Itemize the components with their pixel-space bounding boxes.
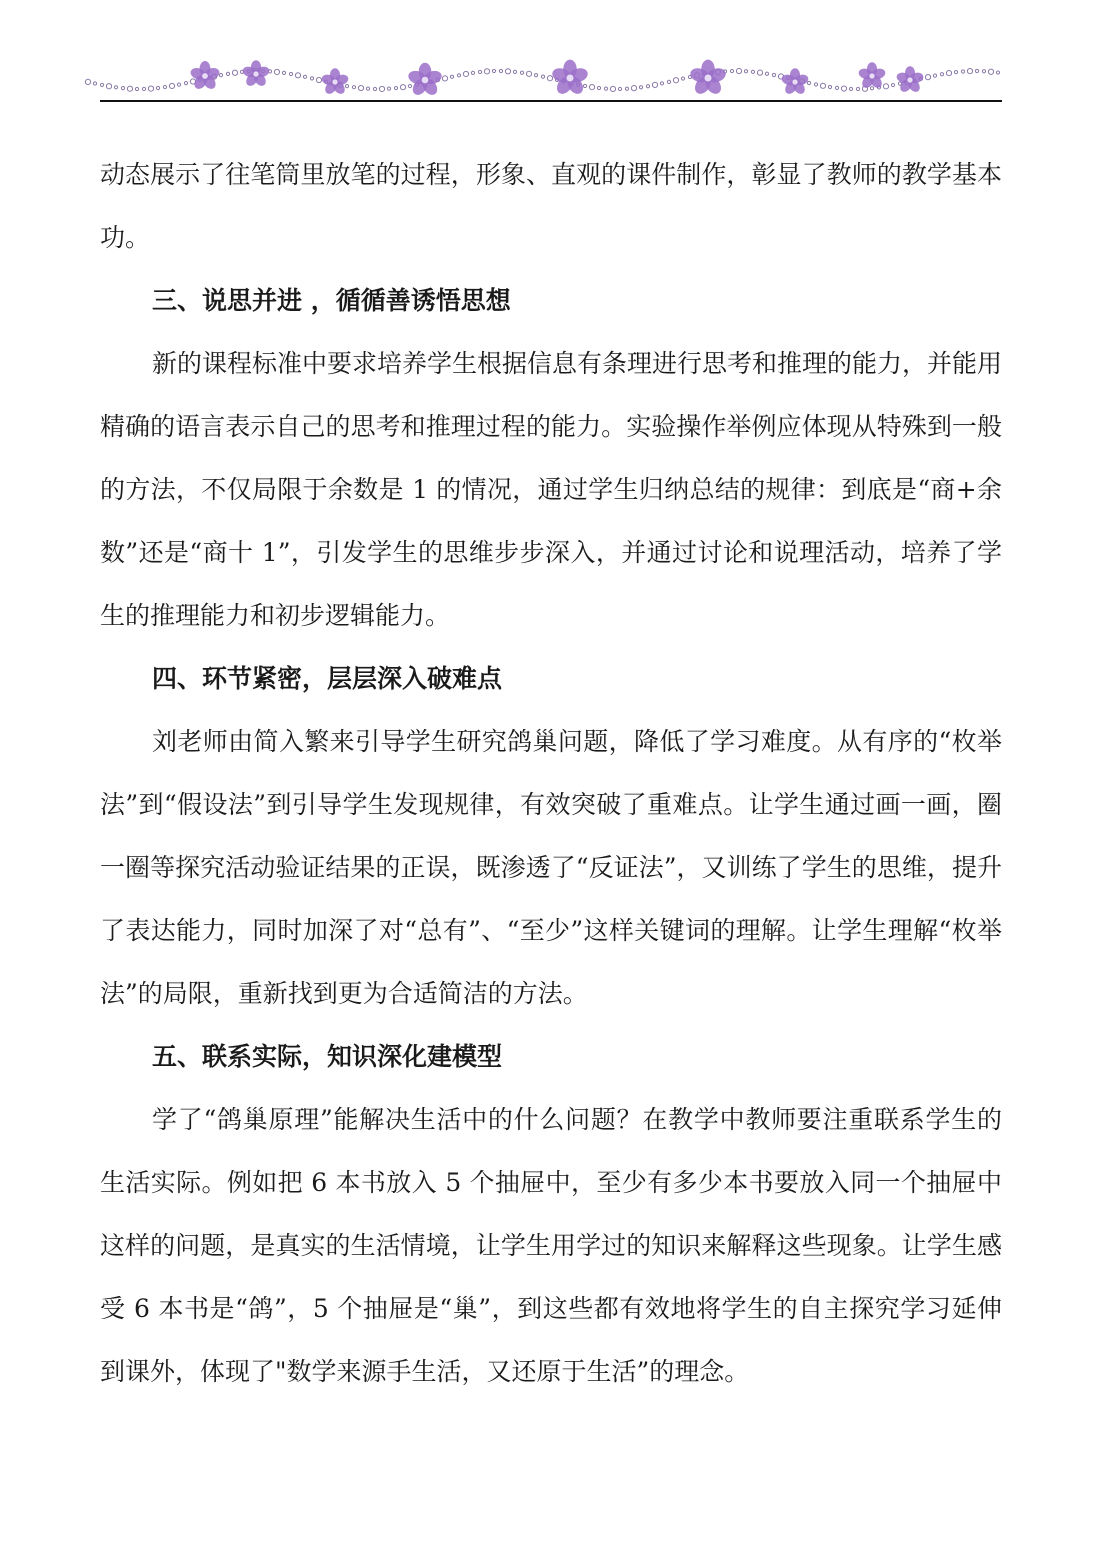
border-dot xyxy=(366,87,369,90)
border-dot xyxy=(589,84,594,89)
border-dot xyxy=(226,72,229,75)
border-dot xyxy=(219,74,222,77)
border-dot xyxy=(148,86,153,91)
border-dot xyxy=(520,71,523,74)
border-dot xyxy=(639,86,642,89)
border-dot xyxy=(100,83,103,86)
border-dot xyxy=(379,86,384,91)
paragraph-continuation: 动态展示了往笔筒里放笔的过程，形象、直观的课件制作，彰显了教师的教学基本功。 xyxy=(100,160,1002,252)
border-dot xyxy=(303,75,306,78)
border-dot xyxy=(967,68,972,73)
border-dot xyxy=(625,87,628,90)
border-dot xyxy=(946,70,951,75)
border-dot xyxy=(408,84,411,87)
border-dot xyxy=(660,82,663,85)
border-dot xyxy=(400,85,405,90)
border-dot xyxy=(457,74,460,77)
border-dot xyxy=(295,73,300,78)
border-dot xyxy=(856,87,859,90)
flower-icon xyxy=(895,66,924,94)
flower-icon xyxy=(241,60,270,88)
border-dot xyxy=(85,79,90,84)
border-dot xyxy=(505,69,510,74)
border-dot xyxy=(835,86,838,89)
border-dot xyxy=(310,77,313,80)
border-dot xyxy=(610,86,615,91)
flower-icon xyxy=(780,68,809,96)
border-dot xyxy=(646,85,649,88)
border-dot xyxy=(387,87,390,90)
border-dot xyxy=(442,76,447,81)
border-dot xyxy=(358,85,363,90)
border-dot xyxy=(184,82,187,85)
border-dot xyxy=(757,70,762,75)
border-dot xyxy=(499,69,502,72)
header-rule xyxy=(100,100,1002,102)
border-dot xyxy=(106,84,111,89)
border-dot xyxy=(135,87,138,90)
paragraph-section-4: 刘老师由简入繁来引导学生研究鸽巢问题，降低了学习难度。从有序的“枚举法”到“假设法”到引导学生发现规律，有效突破了重难点。让学生通过画一画，圈一圈等探究活动验证结果的正误，既渗透了“反证法”，又训练了学生的思维，提升了表达能力，同时加深了对“总有”、“至少”这样关键词的理解。让学生理解“枚举法”的局限，重新找到更为合适简洁的方法。 xyxy=(100,727,1002,1008)
border-dot xyxy=(925,75,930,80)
border-dot xyxy=(604,87,607,90)
border-dot xyxy=(870,87,873,90)
border-dot xyxy=(127,86,132,91)
border-dot xyxy=(282,71,285,74)
header-flower-border xyxy=(80,54,1004,104)
section-heading-3: 三、说思并进 ，循循善诱悟思想 xyxy=(152,286,511,315)
border-dot xyxy=(316,77,321,82)
border-dot xyxy=(652,82,657,87)
border-dot xyxy=(142,87,145,90)
border-dot xyxy=(667,80,670,83)
border-dot xyxy=(492,69,495,72)
border-dot xyxy=(471,71,474,74)
border-dot xyxy=(583,84,586,87)
border-dot xyxy=(673,78,678,83)
paragraph-section-5: 学了“鸽巢原理”能解决生活中的什么问题？在教学中教师要注重联系学生的生活实际。例如把 6 本书放入 5 个抽屉中，至少有多少本书要放入同一个抽屉中这样的问题，是真实的生活情境，让学生用学过的知识来解释这些现象。让学生感受 6 本书是“鸽”，5 个抽屉是“巢”，到这些都有效地将学生的自主探究学习延伸到课外，体现了"数学来源手生活，又还原于生活”的理念。 xyxy=(100,1105,1002,1386)
flower-icon xyxy=(320,68,349,96)
border-dot xyxy=(345,84,348,87)
border-dot xyxy=(274,69,279,74)
border-dot xyxy=(772,73,775,76)
border-dot xyxy=(954,71,957,74)
border-dot xyxy=(526,71,531,76)
border-dot xyxy=(114,86,117,89)
border-dot xyxy=(394,86,397,89)
border-dot xyxy=(450,75,453,78)
section-heading-4: 四、环节紧密，层层深入破难点 xyxy=(152,664,503,693)
flower-icon xyxy=(189,61,221,91)
border-dot xyxy=(177,83,180,86)
border-dot xyxy=(597,86,600,89)
border-dot xyxy=(961,70,964,73)
border-dot xyxy=(814,83,817,86)
border-dot xyxy=(681,77,684,80)
border-dot xyxy=(849,87,852,90)
section-heading-5: 五、联系实际，知识深化建模型 xyxy=(152,1042,503,1071)
border-dot xyxy=(478,70,481,73)
border-dot xyxy=(807,81,810,84)
border-dot xyxy=(982,70,985,73)
border-dot xyxy=(163,85,166,88)
border-dot xyxy=(618,87,621,90)
border-dot xyxy=(883,84,888,89)
border-dot xyxy=(547,76,552,81)
border-dot xyxy=(352,86,355,89)
border-dot xyxy=(289,72,292,75)
border-dot xyxy=(744,70,747,73)
document-body xyxy=(100,143,1002,1403)
border-dot xyxy=(933,74,936,77)
border-dot xyxy=(373,87,376,90)
border-dot xyxy=(828,85,831,88)
border-dot xyxy=(232,70,237,75)
border-dot xyxy=(169,83,174,88)
border-dot xyxy=(891,83,894,86)
border-dot xyxy=(541,75,544,78)
border-dot xyxy=(988,69,993,74)
flower-icon xyxy=(407,63,444,98)
border-dot xyxy=(751,70,754,73)
border-dot xyxy=(631,86,636,91)
border-dot xyxy=(121,87,124,90)
border-dot xyxy=(156,86,159,89)
border-dot xyxy=(93,82,96,85)
border-dot xyxy=(820,83,825,88)
paragraph-section-3: 新的课程标准中要求培养学生根据信息有条理进行思考和推理的能力，并能用精确的语言表示自己的思考和推理过程的能力。实验操作举例应体现从特殊到一般的方法，不仅局限于余数是 1 的情况，通过学生归纳总结的规律：到底是“商+余数”还是“商十 1”，引发学生的思维步步深入，并通过讨论和说理活动，培养了学生的推理能力和初步逻辑能力。 xyxy=(100,349,1003,630)
border-dot xyxy=(730,69,733,72)
border-dot xyxy=(765,72,768,75)
border-dot xyxy=(975,69,978,72)
header-flowers xyxy=(189,60,925,98)
border-dot xyxy=(534,74,537,77)
flower-icon xyxy=(688,60,727,97)
flower-icon xyxy=(550,60,589,97)
border-dot xyxy=(940,73,943,76)
border-dot xyxy=(736,68,741,73)
border-dot xyxy=(463,71,468,76)
border-dot xyxy=(484,69,489,74)
border-dot xyxy=(841,86,846,91)
border-dot xyxy=(996,71,999,74)
flower-icon xyxy=(857,62,886,90)
border-dot xyxy=(513,70,516,73)
